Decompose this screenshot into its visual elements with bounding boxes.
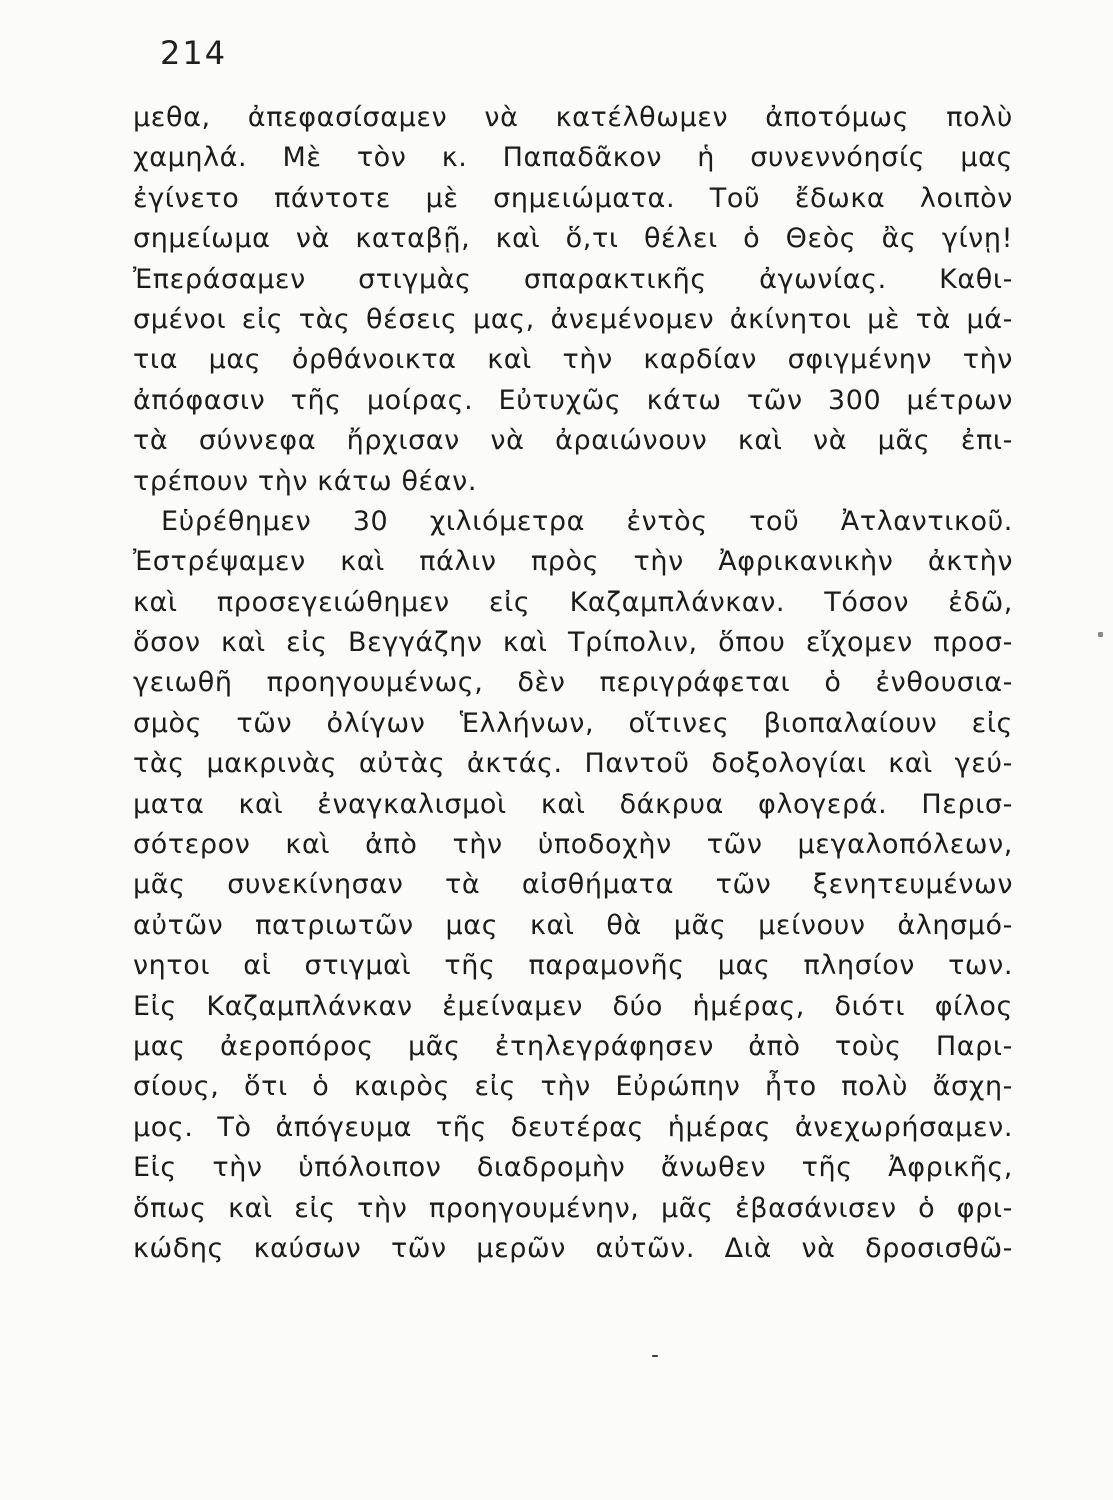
text-line: Ἐπεράσαμεν στιγμὰς σπαρακτικῆς ἀγωνίας. Καθι-	[133, 263, 1013, 295]
text-line: καὶ προσεγειώθημεν εἰς Καζαμπλάνκαν. Τόσον ἐδῶ,	[133, 586, 1013, 618]
text-line: τὰς μακρινὰς αὐτὰς ἀκτάς. Παντοῦ δοξολογίαι καὶ γεύ-	[133, 748, 1013, 780]
text-line: Εἰς Καζαμπλάνκαν ἐμείναμεν δύο ἡμέρας, διότι φίλος	[133, 990, 1013, 1022]
text-line: σημείωμα νὰ καταβῇ, καὶ ὅ,τι θέλει ὁ Θεὸς ἂς γίνῃ!	[133, 223, 1013, 255]
text-line: αὐτῶν πατριωτῶν μας καὶ θὰ μᾶς μείνουν ἀλησμό-	[133, 909, 1013, 941]
text-line: σμένοι εἰς τὰς θέσεις μας, ἀνεμένομεν ἀκίνητοι μὲ τὰ μά-	[133, 303, 1013, 335]
text-line: χαμηλά. Μὲ τὸν κ. Παπαδᾶκον ἡ συνεννόησίς μας	[133, 142, 1013, 174]
text-line: σμὸς τῶν ὀλίγων Ἑλλήνων, οἵτινες βιοπαλαίουν εἰς	[133, 707, 1013, 739]
text-line: μας ἀεροπόρος μᾶς ἐτηλεγράφησεν ἀπὸ τοὺς Παρι-	[133, 1030, 1013, 1062]
text-line: Εἰς τὴν ὑπόλοιπον διαδρομὴν ἄνωθεν τῆς Ἀφρικῆς,	[133, 1152, 1013, 1184]
text-line: μεθα, ἀπεφασίσαμεν νὰ κατέλθωμεν ἀποτόμως πολὺ	[133, 102, 1013, 133]
text-line: ἐγίνετο πάντοτε μὲ σημειώματα. Τοῦ ἔδωκα λοιπὸν	[133, 182, 1013, 214]
text-line: ὅπως καὶ εἰς τὴν προηγουμένην, μᾶς ἐβασάνισεν ὁ φρι-	[133, 1192, 1013, 1224]
text-line: Ἐστρέψαμεν καὶ πάλιν πρὸς τὴν Ἀφρικανικὴν ἀκτὴν	[133, 546, 1013, 578]
text-line: Εὑρέθημεν 30 χιλιόμετρα ἐντὸς τοῦ Ἀτλαντικοῦ.	[161, 505, 1013, 537]
text-line: ἀπόφασιν τῆς μοίρας. Εὐτυχῶς κάτω τῶν 300 μέτρων	[133, 384, 1013, 416]
text-line: μος. Τὸ ἀπόγευμα τῆς δευτέρας ἡμέρας ἀνεχωρήσαμεν.	[133, 1111, 1013, 1143]
paper-speck	[652, 1355, 658, 1357]
text-line: σίους, ὅτι ὁ καιρὸς εἰς τὴν Εὐρώπην ἦτο πολὺ ἄσχη-	[133, 1071, 1013, 1103]
text-line: ὅσον καὶ εἰς Βεγγάζην καὶ Τρίπολιν, ὅπου εἴχομεν προσ-	[133, 627, 1013, 659]
text-line: τια μας ὀρθάνοικτα καὶ τὴν καρδίαν σφιγμένην τὴν	[133, 344, 1013, 376]
page-number: 214	[160, 34, 228, 72]
body-text	[133, 98, 1013, 1269]
text-line: τρέπουν τὴν κάτω θέαν.	[133, 465, 478, 497]
text-line: γειωθῆ προηγουμένως, δὲν περιγράφεται ὁ ἐνθουσια-	[133, 667, 1013, 699]
text-line: μᾶς συνεκίνησαν τὰ αἰσθήματα τῶν ξενητευμένων	[133, 869, 1013, 901]
paper-speck	[1098, 632, 1103, 637]
text-line: σότερον καὶ ἀπὸ τὴν ὑποδοχὴν τῶν μεγαλοπόλεων,	[133, 829, 1013, 861]
text-line: κώδης καύσων τῶν μερῶν αὐτῶν. Διὰ νὰ δροσισθῶ-	[133, 1232, 1013, 1264]
text-line: ματα καὶ ἐναγκαλισμοὶ καὶ δάκρυα φλογερά. Περισ-	[133, 788, 1013, 820]
text-line: τὰ σύννεφα ἤρχισαν νὰ ἀραιώνουν καὶ νὰ μᾶς ἐπι-	[133, 425, 1013, 457]
text-line: νητοι αἱ στιγμαὶ τῆς παραμονῆς μας πλησίον των.	[133, 950, 1013, 982]
